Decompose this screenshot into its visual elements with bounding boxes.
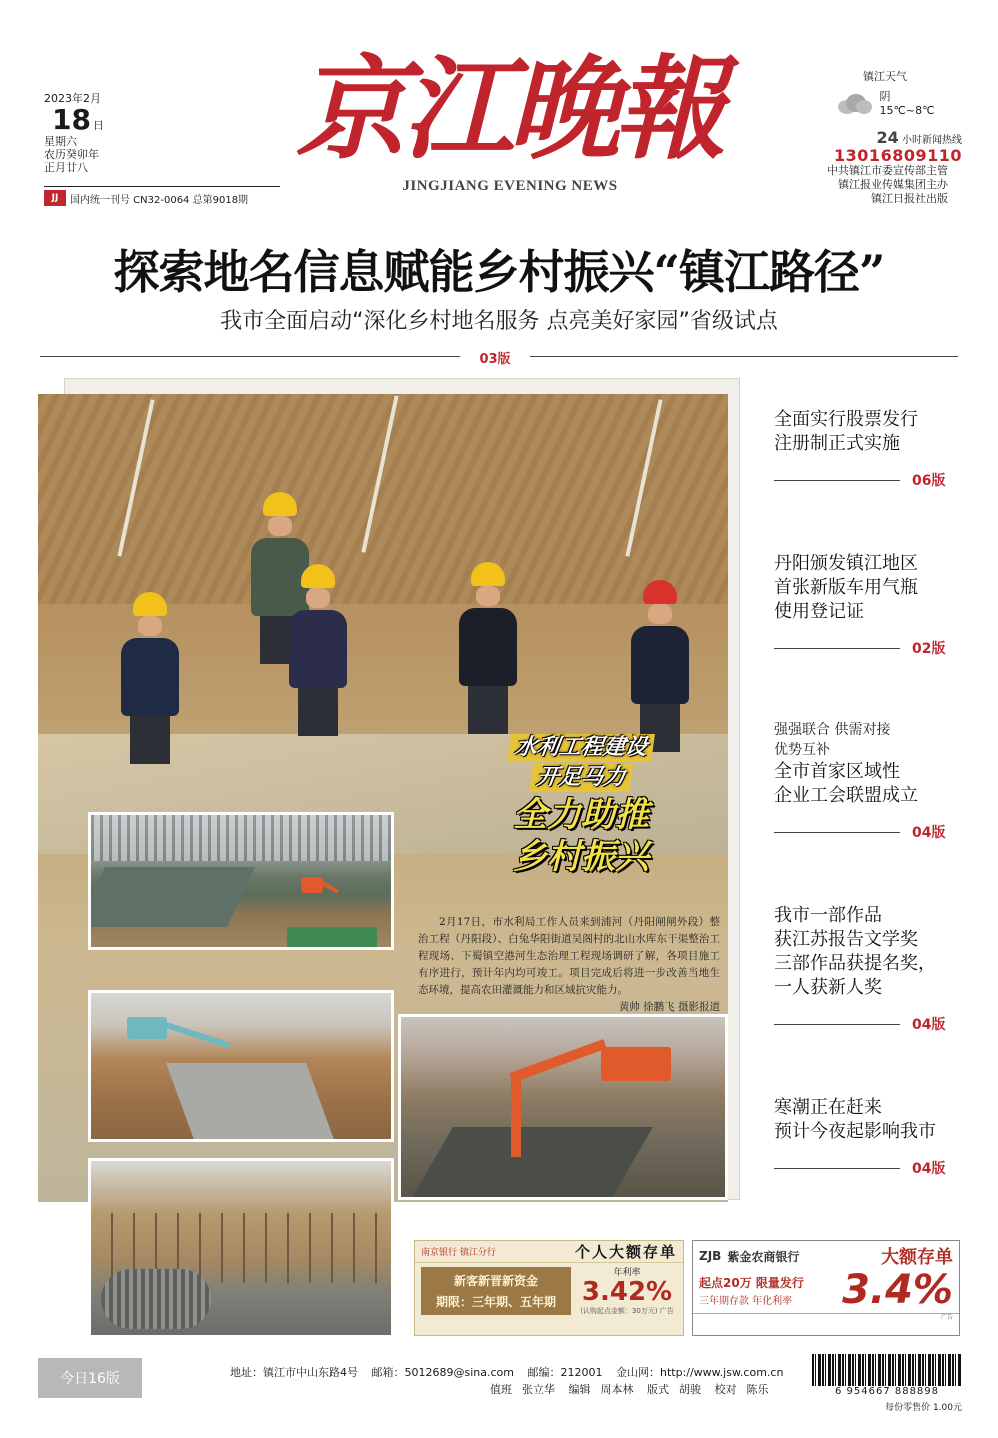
- footer-proof-name: 陈乐: [746, 1383, 769, 1396]
- worker-figure: [458, 562, 518, 734]
- worker-figure: [120, 592, 180, 764]
- footer-postcode: 邮编：212001: [527, 1366, 603, 1379]
- date-weekday: 星期六: [44, 135, 77, 148]
- footer-editor: 编辑: [568, 1383, 591, 1396]
- publisher-line-2: 镇江报业传媒集团主办: [838, 178, 948, 191]
- photo-caption-text: [418, 914, 720, 1016]
- hotline-box: [812, 128, 962, 165]
- retail-price: 每份零售价 1.00元: [885, 1403, 962, 1413]
- inset-photo-canal: [88, 990, 394, 1142]
- ad2-line1: 起点20万 限量发行: [699, 1275, 804, 1290]
- hotline-label: 小时新闻热线: [902, 135, 962, 146]
- footer-website[interactable]: 金山网：http://www.jsw.com.cn: [615, 1366, 784, 1379]
- sidebar-kicker: 强强联合 供需对接: [774, 722, 891, 738]
- ad1-line2: 期限：三年期、五年期: [435, 1295, 556, 1309]
- date-day-unit: 日: [92, 119, 104, 132]
- sidebar-headline-line: 企业工会联盟成立: [774, 785, 918, 806]
- caption-small-1: 水利工程建设: [507, 734, 655, 762]
- lead-headline[interactable]: 探索地名信息赋能乡村振兴“镇江路径”: [113, 245, 885, 299]
- sidebar-headline-line: 全市首家区域性: [774, 761, 900, 782]
- footer-layout: 版式: [647, 1383, 669, 1396]
- footer-email[interactable]: 邮箱：5012689@sina.com: [371, 1366, 514, 1379]
- issue-logo-icon: JJ: [44, 190, 66, 206]
- ad2-title: 大额存单: [881, 1247, 953, 1268]
- sidebar-headline-line: 我市一部作品: [774, 905, 882, 926]
- sidebar-headline-line: 全面实行股票发行: [774, 409, 918, 430]
- sidebar-headline-line: 首张新版车用气瓶: [774, 577, 918, 598]
- footer-proof: 校对: [714, 1383, 737, 1396]
- sidebar-headline[interactable]: [774, 904, 964, 1034]
- sidebar-rule: [774, 648, 900, 649]
- divider-left: [40, 356, 460, 357]
- ad1-rate: 3.42%: [581, 1277, 673, 1307]
- ad-nanjing-bank[interactable]: [414, 1240, 684, 1336]
- date-lunar-year: 农历癸卯年: [44, 148, 99, 161]
- ad1-bank: 南京银行 镇江分行: [421, 1248, 496, 1258]
- caption-credit: 黄帅 徐鹏飞 摄影报道: [618, 1001, 720, 1013]
- newspaper-logo-en: JINGJIANG EVENING NEWS: [402, 178, 618, 194]
- sidebar-headline-line: 使用登记证: [774, 601, 864, 622]
- date-block: [44, 92, 284, 174]
- sidebar-headline-line: 丹阳颁发镇江地区: [774, 553, 918, 574]
- ad2-zjb: ZJB: [699, 1249, 722, 1263]
- ad1-title: 个人大额存单: [574, 1243, 677, 1261]
- barcode-number: 6 954667 888898: [812, 1386, 962, 1397]
- sidebar-page-ref[interactable]: 04版: [912, 825, 946, 841]
- photo-caption-title: [476, 734, 686, 878]
- sidebar-rule: [774, 1024, 900, 1025]
- lead-page-ref[interactable]: 03版: [479, 352, 511, 367]
- sidebar-headline[interactable]: [774, 720, 964, 842]
- sidebar-headline-line: 预计今夜起影响我市: [774, 1121, 936, 1142]
- footer-staff: [490, 1381, 800, 1397]
- sidebar-headline[interactable]: [774, 552, 964, 658]
- date-day: 18: [52, 103, 91, 136]
- sidebar-page-ref[interactable]: 02版: [912, 641, 946, 657]
- barcode-icon: [812, 1354, 962, 1390]
- newspaper-logo: 京江晚報: [296, 44, 720, 175]
- caption-large-1: 全力助推: [513, 795, 649, 835]
- sidebar-rule: [774, 832, 900, 833]
- caption-body: 2月17日，市水利局工作人员来到浦河（丹阳闸闸外段）整治工程（丹阳段）、白兔华阳街道吴阁村的北山水库东干渠整治工程现场、下蜀镇空港河生态治理工程现场调研了解，各项目施工有序进行，预计年内均可竣工。项目完成后将进一步改善当地生态环境，提高农田灌溉能力和区域抗灾能力。: [418, 916, 720, 996]
- footer-layout-name: 胡骏: [679, 1383, 701, 1396]
- ad2-note: 广告: [693, 1313, 959, 1322]
- sidebar-headline-line: 注册制正式实施: [774, 433, 900, 454]
- inset-photo-construction: [88, 1158, 394, 1338]
- divider-right: [530, 356, 958, 357]
- date-lunar-day: 正月廿八: [44, 161, 88, 174]
- weather-box: [810, 68, 960, 118]
- footer-address: 地址：镇江市中山东路4号: [230, 1366, 358, 1379]
- sidebar-headline-line: 三部作品获提名奖，: [774, 953, 936, 974]
- publisher-info: [790, 164, 948, 206]
- hotline-24: 24: [876, 128, 899, 147]
- publisher-line-1: 中共镇江市委宣传部主管: [827, 164, 948, 177]
- footer-editor-name: 周本林: [600, 1383, 634, 1396]
- sidebar-rule: [774, 480, 900, 481]
- inset-photo-excavator: [398, 1014, 728, 1200]
- sidebar-page-ref[interactable]: 04版: [912, 1161, 946, 1177]
- hotline-number: 13016809110: [834, 146, 962, 165]
- sidebar-page-ref[interactable]: 06版: [912, 473, 946, 489]
- ad1-rate-label: 年利率: [613, 1268, 641, 1278]
- sidebar-headline-line: 一人获新人奖: [774, 977, 882, 998]
- inset-photo-river: [88, 812, 394, 950]
- ad2-line2: 三年期存款 年化利率: [699, 1295, 793, 1307]
- worker-figure: [630, 580, 690, 752]
- issue-info-line: [44, 186, 280, 206]
- sidebar-rule: [774, 1168, 900, 1169]
- cloud-icon: [836, 92, 872, 116]
- sidebar-kicker: 优势互补: [774, 742, 830, 758]
- sidebar-page-ref[interactable]: 04版: [912, 1017, 946, 1033]
- ad2-bank: 紫金农商银行: [727, 1249, 800, 1264]
- ad1-line1: 新客新晋新资金: [453, 1274, 538, 1288]
- caption-small-2: 开足马力: [529, 764, 633, 792]
- worker-figure: [288, 564, 348, 736]
- footer-contact: [230, 1364, 790, 1380]
- sidebar-headline[interactable]: [774, 408, 964, 490]
- footer-duty-name: 张立华: [522, 1383, 555, 1396]
- sidebar-headline[interactable]: [774, 1096, 964, 1178]
- ad1-note: (认购起点金额：30万元) 广告: [580, 1307, 674, 1315]
- ad-zijin-bank[interactable]: [692, 1240, 960, 1336]
- caption-large-2: 乡村振兴: [513, 837, 649, 877]
- weather-label: 镇江天气: [863, 70, 907, 83]
- ad2-rate: 3.4%: [842, 1267, 953, 1313]
- footer-duty: 值班: [490, 1383, 512, 1396]
- pages-today: 今日16版: [38, 1358, 142, 1398]
- issue-info: 国内统一刊号 CN32-0064 总第9018期: [70, 194, 249, 206]
- sidebar-headline-line: 寒潮正在赶来: [774, 1097, 882, 1118]
- weather-condition: 阴: [879, 90, 891, 103]
- publisher-line-3: 镇江日报社出版: [871, 192, 948, 205]
- lead-subhead: 我市全面启动“深化乡村地名服务 点亮美好家园”省级试点: [220, 309, 778, 334]
- date-year-month: 2023年2月: [44, 92, 101, 105]
- sidebar-headline-line: 获江苏报告文学奖: [774, 929, 918, 950]
- weather-temp: 15℃~8℃: [879, 104, 935, 117]
